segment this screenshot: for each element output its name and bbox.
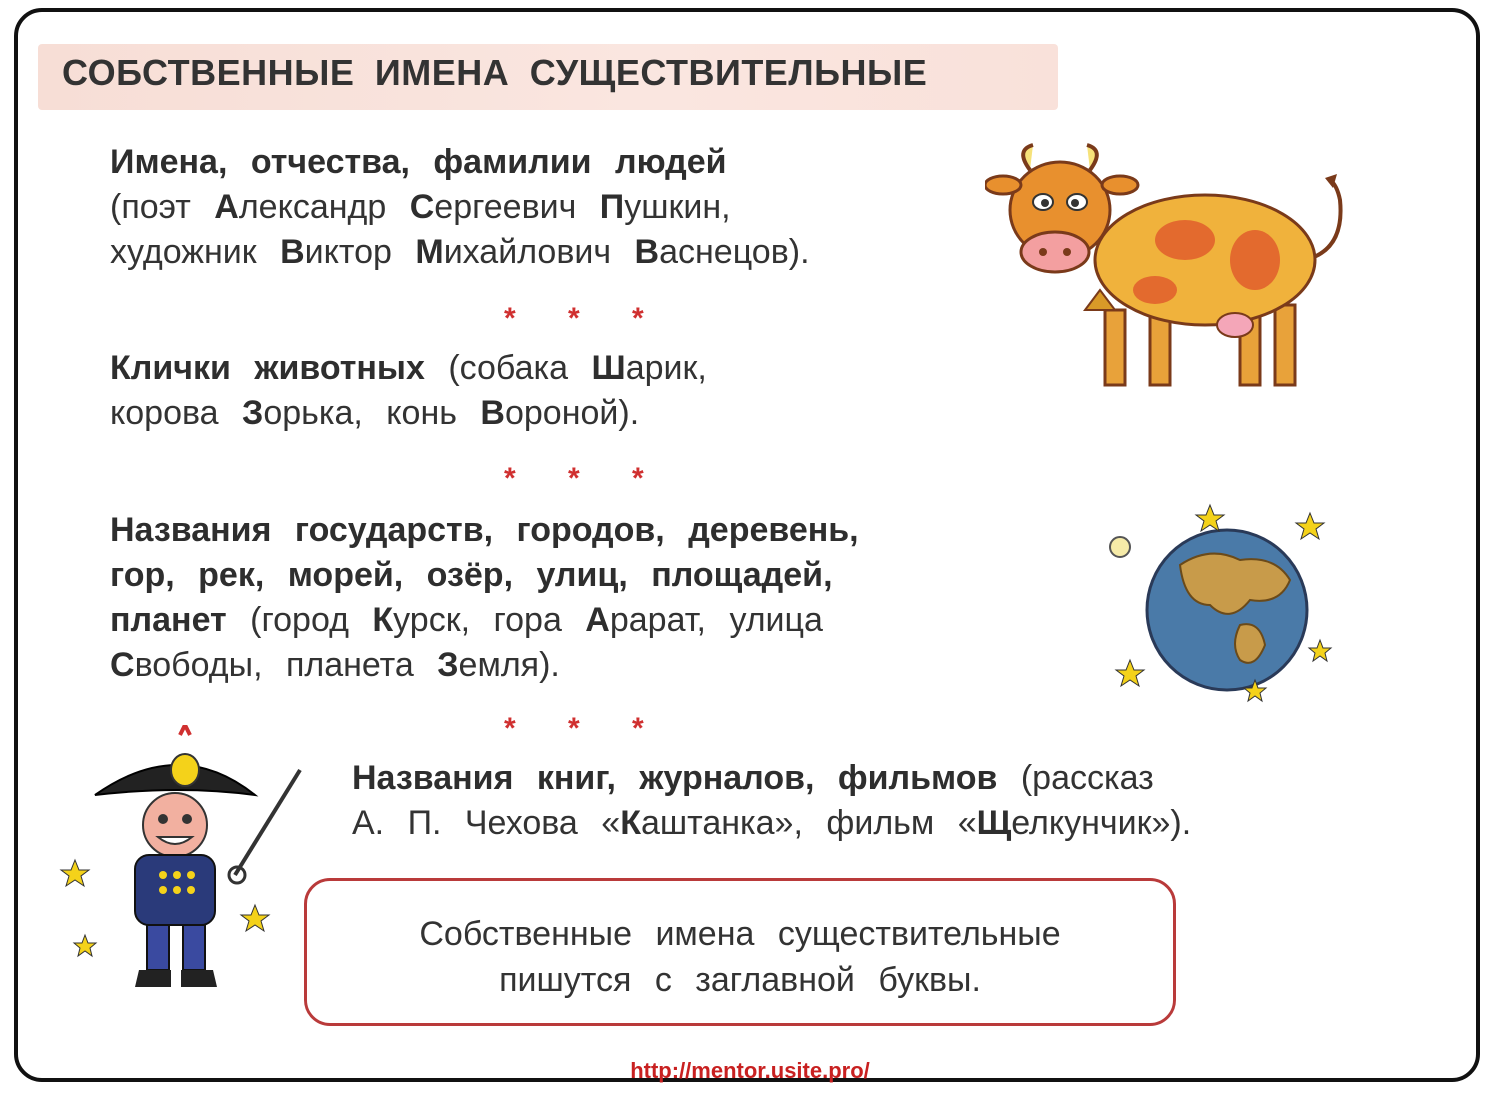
people-heading: Имена, отчества, фамилии людей: [110, 143, 727, 181]
people-line-2: художник Виктор Михайлович Васнецов).: [110, 233, 810, 271]
places-heading-2: гор, рек, морей, озёр, улиц, площадей,: [110, 556, 833, 594]
page-title: СОБСТВЕННЫЕ ИМЕНА СУЩЕСТВИТЕЛЬНЫЕ: [62, 52, 928, 93]
section-people: [110, 140, 810, 275]
rule-box: [304, 878, 1176, 1026]
rule-line-2: пишутся с заглавной буквы.: [499, 961, 981, 999]
people-line-1: (поэт Александр Сергеевич Пушкин,: [110, 188, 731, 226]
nutcracker-illustration: [55, 725, 310, 1000]
animals-line-2: корова Зорька, конь Вороной).: [110, 394, 640, 432]
places-line-3: планет (город Курск, гора Арарат, улица: [110, 601, 823, 639]
separator-stars: * * *: [504, 302, 666, 335]
places-heading-1: Названия государств, городов, деревень,: [110, 511, 859, 549]
separator-stars: * * *: [504, 462, 666, 495]
books-line-2: А. П. Чехова «Каштанка», фильм «Щелкунчик»).: [352, 804, 1192, 842]
earth-illustration: [1090, 485, 1360, 720]
source-url: http://mentor.usite.pro/: [630, 1058, 870, 1083]
animals-line-1: Клички животных (собака Шарик,: [110, 349, 707, 387]
books-heading: Названия книг, журналов, фильмов: [352, 759, 998, 797]
cow-illustration: [985, 140, 1365, 400]
section-places: [110, 508, 859, 688]
places-line-4: Свободы, планета Земля).: [110, 646, 560, 684]
section-books: [352, 756, 1191, 846]
separator-stars: * * *: [504, 712, 666, 745]
books-line-1: Названия книг, журналов, фильмов (рассказ: [352, 759, 1154, 797]
rule-line-1: Собственные имена существительные: [419, 915, 1061, 953]
section-animals: [110, 346, 707, 436]
animals-heading: Клички животных: [110, 349, 425, 387]
